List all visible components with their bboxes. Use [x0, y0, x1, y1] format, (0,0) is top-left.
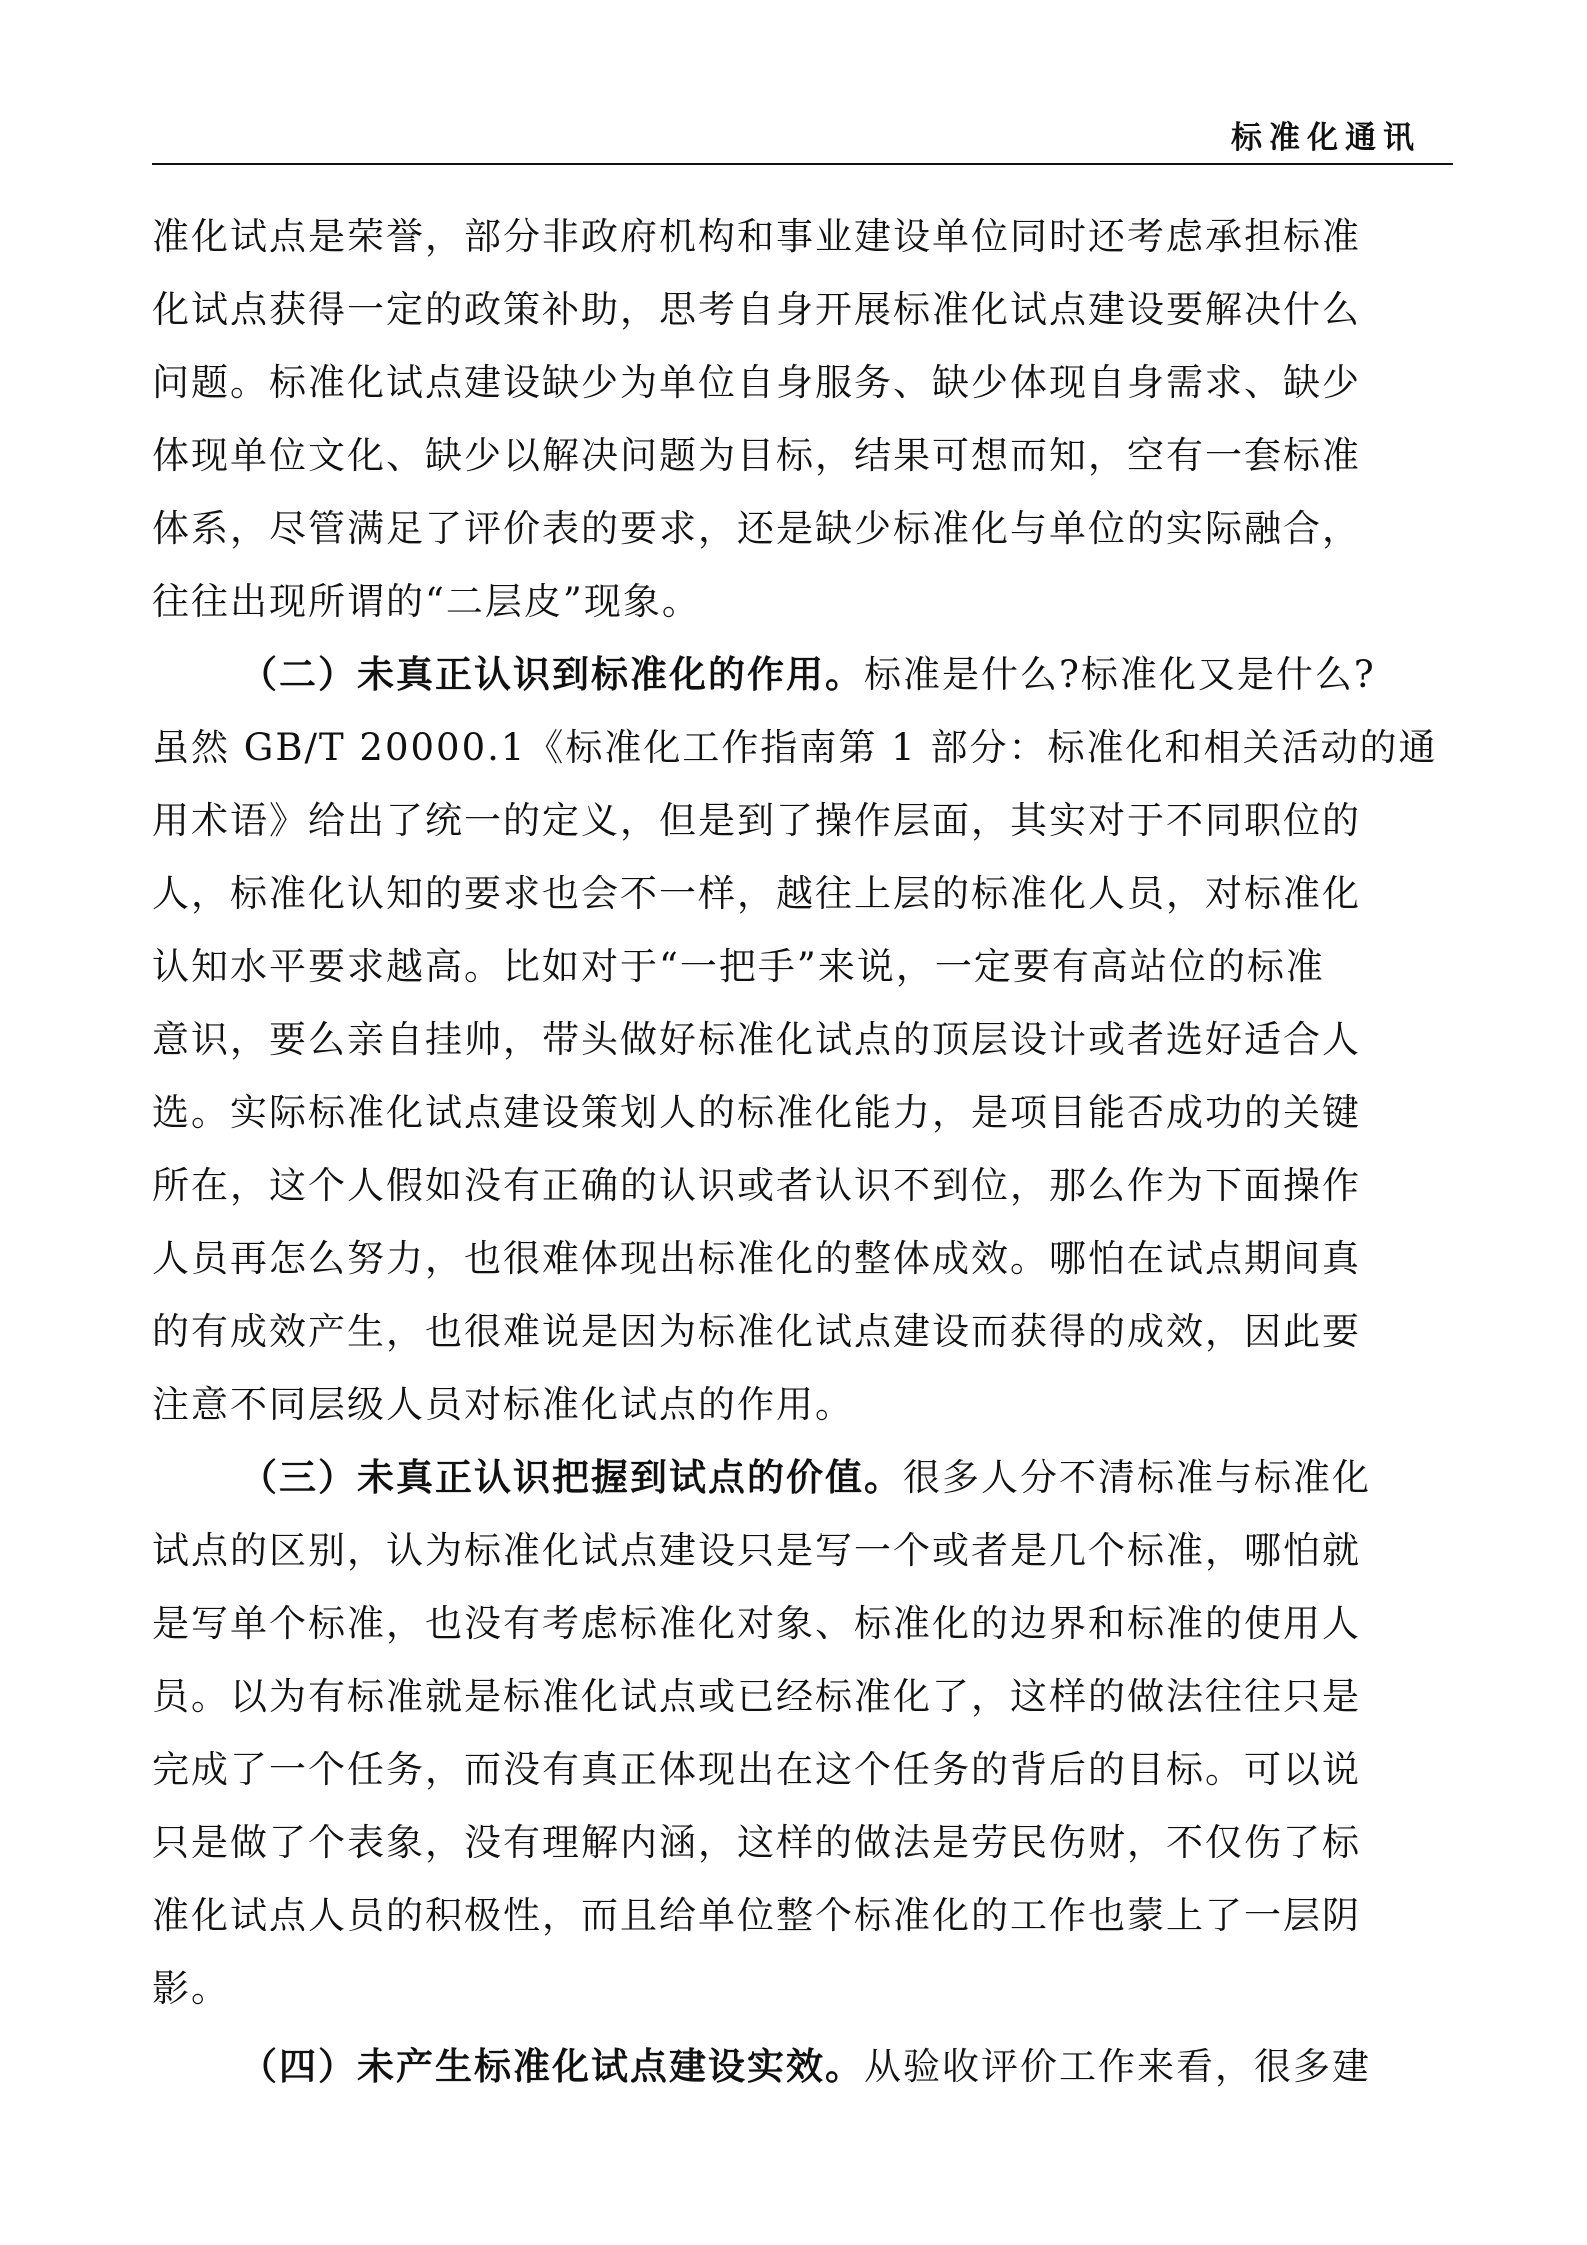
- line-text: 用术语》给出了统一的定义，但是到了操作层面，其实对于不同职位的: [152, 799, 1361, 842]
- line-text: 往往出现所谓的“二层皮”现象。: [152, 580, 701, 623]
- line-text: 员。以为有标准就是标准化试点或已经标准化了，这样的做法往往只是: [152, 1675, 1361, 1718]
- text-line: [152, 1003, 1452, 1076]
- section-heading: （四）未产生标准化试点建设实效。: [240, 2044, 864, 2088]
- line-text: 人，标准化认知的要求也会不一样，越往上层的标准化人员，对标准化: [152, 872, 1361, 915]
- line-text: 很多人分不清标准与标准化: [903, 1456, 1371, 1499]
- paragraph: [152, 200, 1452, 638]
- text-line: [152, 273, 1452, 346]
- line-text: 问题。标准化试点建设缺少为单位自身服务、缺少体现自身需求、缺少: [152, 361, 1361, 404]
- text-line: [152, 857, 1452, 930]
- paragraph: [152, 2030, 1452, 2103]
- text-line: [152, 1368, 1452, 1441]
- section-heading: （三）未真正认识把握到试点的价值。: [240, 1455, 903, 1499]
- line-text: 是写单个标准，也没有考虑标准化对象、标准化的边界和标准的使用人: [152, 1602, 1361, 1645]
- line-text: 试点的区别，认为标准化试点建设只是写一个或者是几个标准，哪怕就: [152, 1529, 1361, 1572]
- paragraph: [152, 1441, 1452, 2025]
- text-line: [152, 200, 1452, 273]
- text-line: [152, 1514, 1452, 1587]
- text-line: [152, 1806, 1452, 1879]
- text-line: [152, 2030, 1452, 2103]
- text-line: [152, 419, 1452, 492]
- line-text: 体现单位文化、缺少以解决问题为目标，结果可想而知，空有一套标准: [152, 434, 1361, 477]
- line-text: 体系，尽管满足了评价表的要求，还是缺少标准化与单位的实际融合，: [152, 507, 1361, 550]
- text-line: [152, 711, 1452, 784]
- text-line: [152, 1149, 1452, 1222]
- line-text: 准化试点人员的积极性，而且给单位整个标准化的工作也蒙上了一层阴: [152, 1894, 1361, 1937]
- line-text: 化试点获得一定的政策补助，思考自身开展标准化试点建设要解决什么: [152, 288, 1361, 331]
- text-line: [152, 1879, 1452, 1952]
- line-text: 标准是什么?标准化又是什么?: [864, 653, 1376, 696]
- line-text: 注意不同层级人员对标准化试点的作用。: [152, 1383, 854, 1426]
- text-line: [152, 1441, 1452, 1514]
- line-text: 虽然 GB/T 20000.1《标准化工作指南第 1 部分：标准化和相关活动的通: [152, 726, 1438, 769]
- text-line: [152, 638, 1452, 711]
- line-text: 所在，这个人假如没有正确的认识或者认识不到位，那么作为下面操作: [152, 1164, 1361, 1207]
- text-line: [152, 930, 1452, 1003]
- line-text: 准化试点是荣誉，部分非政府机构和事业建设单位同时还考虑承担标准: [152, 215, 1361, 258]
- text-line: [152, 1733, 1452, 1806]
- line-text: 只是做了个表象，没有理解内涵，这样的做法是劳民伤财，不仅伤了标: [152, 1821, 1361, 1864]
- header-divider: [152, 163, 1453, 165]
- line-text: 从验收评价工作来看，很多建: [864, 2045, 1371, 2088]
- document-body: [152, 200, 1452, 2103]
- line-text: 意识，要么亲自挂帅，带头做好标准化试点的顶层设计或者选好适合人: [152, 1018, 1361, 1061]
- text-line: [152, 1660, 1452, 1733]
- line-text: 的有成效产生，也很难说是因为标准化试点建设而获得的成效，因此要: [152, 1310, 1361, 1353]
- text-line: [152, 565, 1452, 638]
- line-text: 选。实际标准化试点建设策划人的标准化能力，是项目能否成功的关键: [152, 1091, 1361, 1134]
- paragraph: [152, 638, 1452, 1441]
- text-line: [152, 1952, 1452, 2025]
- text-line: [152, 784, 1452, 857]
- header-title: 标准化通讯: [1231, 120, 1421, 156]
- line-text: 人员再怎么努力，也很难体现出标准化的整体成效。哪怕在试点期间真: [152, 1237, 1361, 1280]
- line-text: 影。: [152, 1967, 230, 2010]
- text-line: [152, 1076, 1452, 1149]
- line-text: 认知水平要求越高。比如对于“一把手”来说，一定要有高站位的标准: [152, 945, 1325, 988]
- text-line: [152, 492, 1452, 565]
- section-heading: （二）未真正认识到标准化的作用。: [240, 652, 864, 696]
- text-line: [152, 1587, 1452, 1660]
- text-line: [152, 346, 1452, 419]
- line-text: 完成了一个任务，而没有真正体现出在这个任务的背后的目标。可以说: [152, 1748, 1361, 1791]
- text-line: [152, 1222, 1452, 1295]
- text-line: [152, 1295, 1452, 1368]
